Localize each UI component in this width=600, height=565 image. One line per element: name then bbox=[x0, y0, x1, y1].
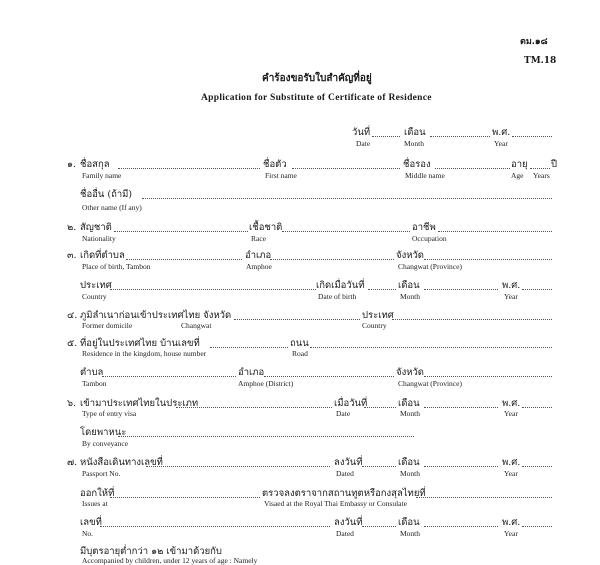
day-label-en: Date bbox=[356, 139, 371, 148]
entry-year-label-en: Year bbox=[504, 409, 518, 418]
passport-year-field[interactable] bbox=[522, 466, 552, 467]
birth-changwat-label-en: Changwat (Province) bbox=[398, 262, 462, 271]
date-of-birth-label: เกิดเมื่อวันที่ bbox=[316, 280, 365, 291]
title-english: Application for Substitute of Certificate of Residence bbox=[201, 93, 432, 103]
passport-number-label-en: Passport No. bbox=[82, 469, 121, 478]
first-name-field[interactable] bbox=[292, 168, 400, 169]
issued-at-field[interactable] bbox=[110, 497, 260, 498]
residence-amphoe-field[interactable] bbox=[264, 376, 394, 377]
section-7-number: ๗. bbox=[67, 457, 78, 468]
visa-dated-label-en: Dated bbox=[336, 529, 354, 538]
passport-dated-field[interactable] bbox=[362, 466, 396, 467]
age-label-en: Age bbox=[511, 171, 524, 180]
residence-tambon-label-en: Tambon bbox=[82, 379, 107, 388]
residence-amphoe-label: อำเภอ bbox=[238, 367, 265, 378]
birth-country-field[interactable] bbox=[110, 289, 316, 290]
visaed-at-label-en: Visaed at the Royal Thai Embassy or Consulate bbox=[264, 499, 407, 508]
entry-month-label: เดือน bbox=[398, 398, 420, 409]
residence-changwat-field[interactable] bbox=[424, 376, 552, 377]
section-3-number: ๓. bbox=[67, 250, 77, 261]
former-domicile-label: ภูมิลำเนาก่อนเข้าประเทศไทย จังหวัด bbox=[80, 310, 232, 321]
section-6-number: ๖. bbox=[67, 398, 77, 409]
occupation-field[interactable] bbox=[438, 231, 552, 232]
middle-name-field[interactable] bbox=[435, 168, 510, 169]
visa-number-label-en: No. bbox=[82, 529, 94, 538]
middle-name-label: ชื่อรอง bbox=[403, 159, 431, 170]
visa-month-field[interactable] bbox=[424, 526, 498, 527]
former-changwat-label-en: Changwat bbox=[181, 321, 212, 330]
race-field[interactable] bbox=[282, 231, 410, 232]
section-4-number: ๔. bbox=[67, 310, 78, 321]
other-name-label: ชื่ออื่น (ถ้ามี) bbox=[80, 189, 133, 200]
form-code-thai: ตม.๑๘ bbox=[520, 37, 548, 47]
family-name-label-en: Family name bbox=[82, 171, 122, 180]
children-label: มีบุตรอายุต่ำกว่า ๑๒ เข้ามาด้วยกับ bbox=[80, 546, 222, 557]
first-name-label: ชื่อตัว bbox=[263, 159, 287, 170]
visa-year-label: พ.ศ. bbox=[502, 517, 521, 528]
month-label: เดือน bbox=[404, 127, 426, 138]
former-country-label: ประเทศ bbox=[362, 310, 394, 321]
visaed-at-label: ตรวจลงตราจากสถานทูตหรือกงสุลไทยที่ bbox=[262, 488, 426, 499]
age-label: อายุ bbox=[511, 159, 528, 170]
years-label-en: Years bbox=[533, 171, 550, 180]
entry-year-field[interactable] bbox=[522, 407, 552, 408]
birth-amphoe-label-en: Amphoe bbox=[246, 262, 272, 271]
residence-amphoe-label-en: Amphoe (District) bbox=[238, 379, 294, 388]
house-number-label-en: Residence in the kingdom, house number bbox=[82, 349, 207, 358]
entry-date-label: เมื่อวันที่ bbox=[334, 398, 368, 409]
other-name-label-en: Other name (If any) bbox=[82, 203, 142, 212]
date-of-birth-label-en: Date of birth bbox=[318, 292, 357, 301]
entry-visa-label: เข้ามาประเทศไทยในประเภท bbox=[80, 398, 199, 409]
road-field[interactable] bbox=[310, 347, 552, 348]
road-label-en: Road bbox=[292, 349, 308, 358]
visa-year-label-en: Year bbox=[504, 529, 518, 538]
title-thai: คำร้องขอรับใบสำคัญที่อยู่ bbox=[262, 73, 372, 84]
conveyance-label: โดยพาหนะ bbox=[80, 427, 127, 438]
passport-number-label: หนังสือเดินทางเลขที่ bbox=[80, 457, 163, 468]
house-number-field[interactable] bbox=[210, 347, 288, 348]
years-label: ปี bbox=[551, 159, 558, 170]
passport-year-label-en: Year bbox=[504, 469, 518, 478]
former-country-label-en: Country bbox=[362, 321, 387, 330]
age-field[interactable] bbox=[530, 168, 550, 169]
birth-country-label: ประเทศ bbox=[80, 280, 112, 291]
entry-month-field[interactable] bbox=[424, 407, 498, 408]
visa-month-label: เดือน bbox=[398, 517, 420, 528]
passport-dated-label-en: Dated bbox=[336, 469, 354, 478]
birth-tambon-label-en: Place of birth, Tambon bbox=[82, 262, 151, 271]
month-label-en: Month bbox=[404, 139, 425, 148]
month-field[interactable] bbox=[430, 136, 490, 137]
former-country-field[interactable] bbox=[392, 319, 552, 320]
section-2-number: ๒. bbox=[67, 222, 77, 233]
residence-tambon-field[interactable] bbox=[102, 376, 236, 377]
birth-year-label: พ.ศ. bbox=[502, 280, 521, 291]
conveyance-label-en: By conveyance bbox=[82, 439, 129, 448]
birth-tambon-field[interactable] bbox=[126, 259, 242, 260]
visaed-at-field[interactable] bbox=[416, 497, 552, 498]
nationality-label: สัญชาติ bbox=[80, 222, 112, 233]
visa-number-label: เลขที่ bbox=[80, 517, 102, 528]
section-5-number: ๕. bbox=[67, 338, 78, 349]
first-name-label-en: First name bbox=[265, 171, 297, 180]
passport-year-label: พ.ศ. bbox=[502, 457, 521, 468]
visa-dated-label: ลงวันที่ bbox=[334, 517, 363, 528]
former-changwat-field[interactable] bbox=[234, 319, 360, 320]
family-name-field[interactable] bbox=[118, 168, 260, 169]
family-name-label: ชื่อสกุล bbox=[80, 159, 110, 170]
entry-visa-label-en: Type of entry visa bbox=[82, 409, 137, 418]
children-label-en: Accompanied by children, under 12 years of age : Namely bbox=[82, 556, 258, 565]
birth-changwat-label: จังหวัด bbox=[396, 250, 424, 261]
day-field[interactable] bbox=[372, 136, 400, 137]
year-field[interactable] bbox=[512, 136, 552, 137]
passport-number-field[interactable] bbox=[146, 466, 330, 467]
middle-name-label-en: Middle name bbox=[405, 171, 445, 180]
form-code-english: TM.18 bbox=[524, 56, 557, 66]
race-label-en: Race bbox=[251, 234, 266, 243]
visa-number-field[interactable] bbox=[100, 526, 330, 527]
former-domicile-label-en: Former domicile bbox=[82, 321, 133, 330]
house-number-label: ที่อยู่ในประเทศไทย บ้านเลขที่ bbox=[80, 338, 200, 349]
passport-month-field[interactable] bbox=[424, 466, 498, 467]
entry-visa-field[interactable] bbox=[176, 407, 332, 408]
date-of-birth-field[interactable] bbox=[368, 289, 396, 290]
entry-date-label-en: Date bbox=[336, 409, 351, 418]
visa-dated-field[interactable] bbox=[362, 526, 396, 527]
birth-month-label-en: Month bbox=[400, 292, 421, 301]
other-name-field[interactable] bbox=[142, 198, 552, 199]
visa-year-field[interactable] bbox=[522, 526, 552, 527]
conveyance-field[interactable] bbox=[118, 436, 414, 437]
birth-country-label-en: Country bbox=[82, 292, 107, 301]
birth-month-label: เดือน bbox=[398, 280, 420, 291]
entry-date-field[interactable] bbox=[364, 407, 396, 408]
birth-amphoe-field[interactable] bbox=[270, 259, 394, 260]
birth-tambon-label: เกิดที่ตำบล bbox=[80, 250, 125, 261]
entry-month-label-en: Month bbox=[400, 409, 421, 418]
passport-month-label: เดือน bbox=[398, 457, 420, 468]
issued-at-label-en: Issues at bbox=[82, 499, 108, 508]
year-label-en: Year bbox=[494, 139, 508, 148]
birth-year-field[interactable] bbox=[522, 289, 552, 290]
race-label: เชื้อชาติ bbox=[249, 222, 283, 233]
year-label: พ.ศ. bbox=[492, 127, 511, 138]
passport-month-label-en: Month bbox=[400, 469, 421, 478]
residence-changwat-label-en: Changwat (Province) bbox=[398, 379, 462, 388]
birth-month-field[interactable] bbox=[424, 289, 498, 290]
passport-dated-label: ลงวันที่ bbox=[334, 457, 363, 468]
nationality-field[interactable] bbox=[114, 231, 248, 232]
issued-at-label: ออกให้ที่ bbox=[80, 488, 115, 499]
section-1-number: ๑. bbox=[67, 159, 77, 170]
occupation-label: อาชีพ bbox=[412, 222, 436, 233]
road-label: ถนน bbox=[290, 338, 309, 349]
birth-year-label-en: Year bbox=[504, 292, 518, 301]
birth-amphoe-label: อำเภอ bbox=[245, 250, 272, 261]
residence-tambon-label: ตำบล bbox=[80, 367, 104, 378]
visa-month-label-en: Month bbox=[400, 529, 421, 538]
day-label: วันที่ bbox=[352, 127, 371, 138]
birth-changwat-field[interactable] bbox=[424, 259, 552, 260]
residence-changwat-label: จังหวัด bbox=[396, 367, 424, 378]
entry-year-label: พ.ศ. bbox=[502, 398, 521, 409]
occupation-label-en: Occupation bbox=[412, 234, 447, 243]
nationality-label-en: Nationality bbox=[82, 234, 116, 243]
